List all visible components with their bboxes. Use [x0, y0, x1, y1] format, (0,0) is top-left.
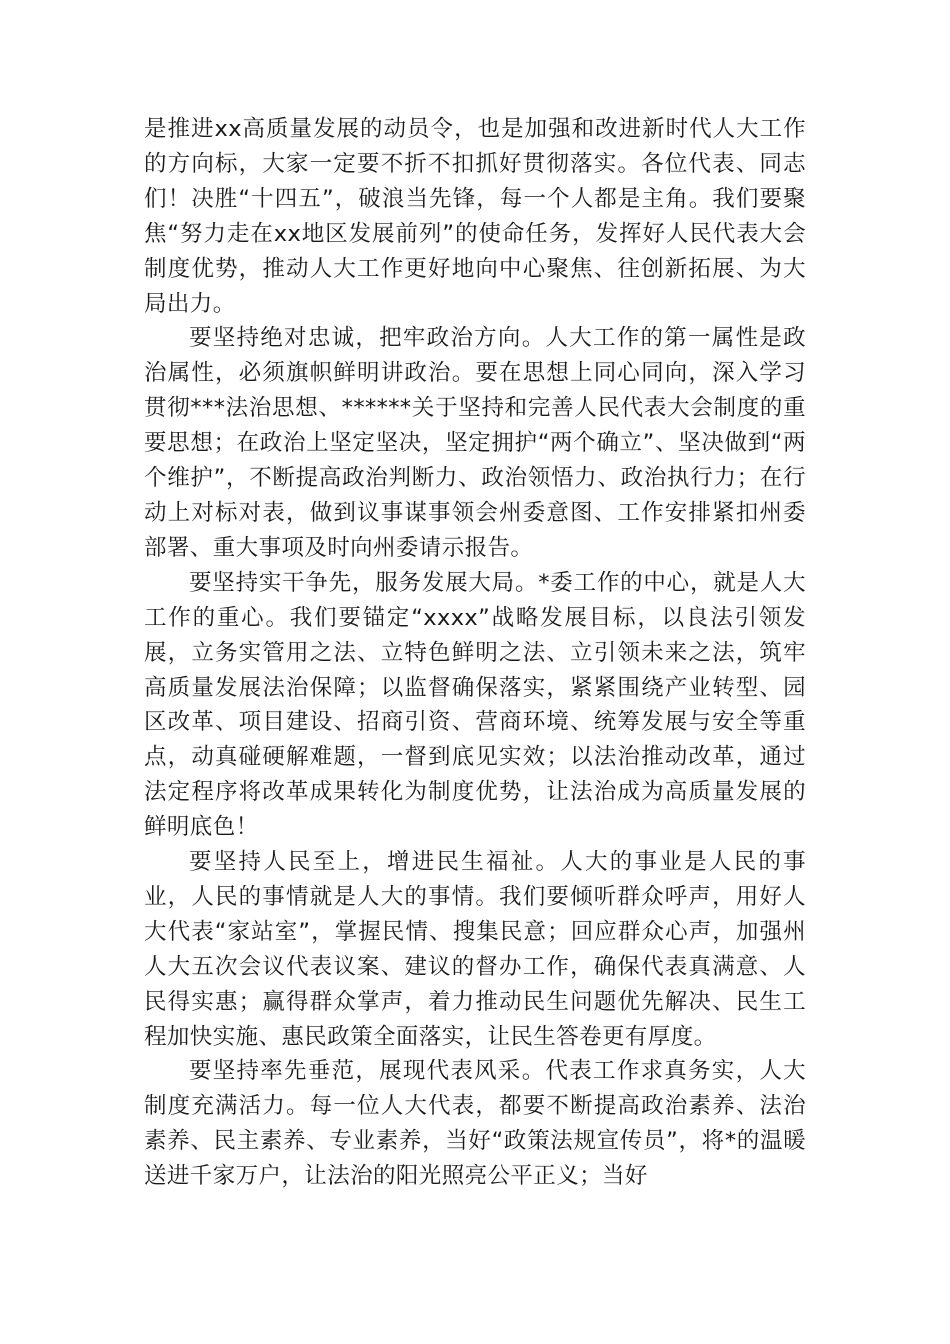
paragraph-development: 要坚持实干争先，服务发展大局。*委工作的中心，就是人大工作的重心。我们要锚定“xxxx”战略发展目标，以良法引领发展，立务实管用之法、立特色鲜明之法、立引领未来之法，筑牢高质量发展法治保障；以监督确保落实，紧紧围绕产业转型、园区改革、项目建设、招商引资、营商环境、统筹发展与安全等重点，动真碰硬解难题，一督到底见实效；以法治推动改革，通过法定程序将改革成果转化为制度优势，让法治成为高质量发展的鲜明底色！ — [144, 569, 806, 841]
paragraph-representatives: 要坚持率先垂范，展现代表风采。代表工作求真务实，人大制度充满活力。每一位人大代表，都要不断提高政治素养、法治素养、民主素养、专业素养，当好“政策法规宣传员”，将*的温暖送进千家万户，让法治的阳光照亮公平正义；当好 — [144, 1058, 806, 1190]
document-page — [144, 112, 806, 1194]
paragraph-political-direction: 要坚持绝对忠诚，把牢政治方向。人大工作的第一属性是政治属性，必须旗帜鲜明讲政治。要在思想上同心同向，深入学习贯彻***法治思想、******关于坚持和完善人民代表大会制度的重要思想；在政治上坚定坚决，坚定拥护“两个确立”、坚决做到“两个维护”，不断提高政治判断力、政治领悟力、政治执行力；在行动上对标对表，做到议事谋事领会州委意图、工作安排紧扣州委部署、重大事项及时向州委请示报告。 — [144, 325, 806, 561]
paragraph-continuation: 是推进xx高质量发展的动员令，也是加强和改进新时代人大工作的方向标，大家一定要不折不扣抓好贯彻落实。各位代表、同志们！决胜“十四五”，破浪当先锋，每一个人都是主角。我们要聚焦“努力走在xx地区发展前列”的使命任务，发挥好人民代表大会制度优势，推动人大工作更好地向中心聚焦、往创新拓展、为大局出力。 — [144, 116, 806, 317]
paragraph-people-first: 要坚持人民至上，增进民生福祉。人大的事业是人民的事业，人民的事情就是人大的事情。我们要倾听群众呼声，用好人大代表“家站室”，掌握民情、搜集民意；回应群众心声，加强州人大五次会议代表议案、建议的督办工作，确保代表真满意、人民得实惠；赢得群众掌声，着力推动民生问题优先解决、民生工程加快实施、惠民政策全面落实，让民生答卷更有厚度。 — [144, 849, 806, 1050]
